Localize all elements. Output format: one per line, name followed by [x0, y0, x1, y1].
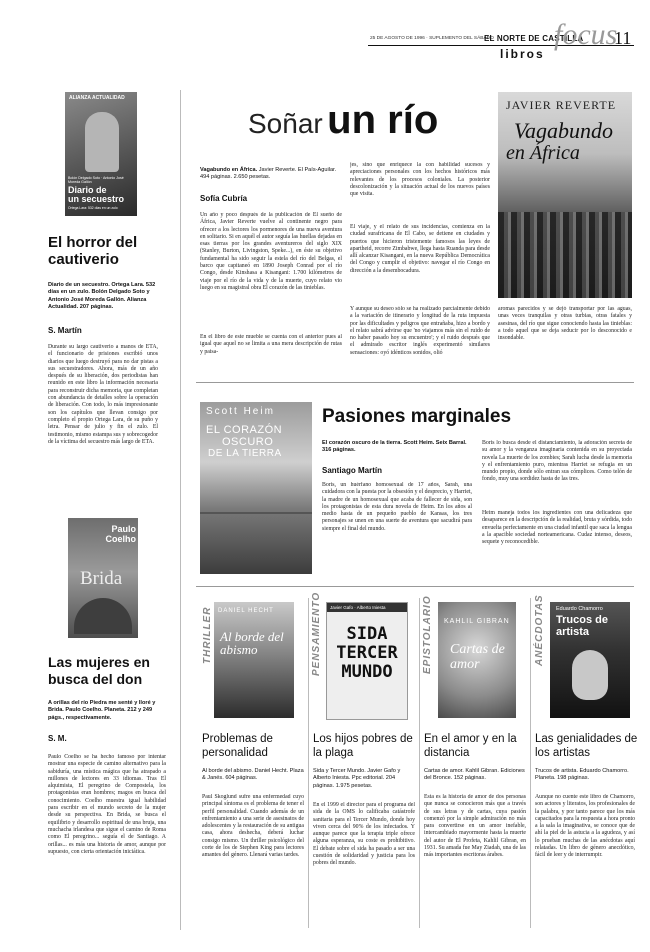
section-label: libros	[500, 47, 545, 61]
item2-body: En el 1999 el director para el programa del sida de la OMS lo calificaba catástrofe sanitaria para el Tercer Mundo, donde hoy viven cerca del 90% de los infectados. Y aunque parece que la terapia triple ofrece alguna esperanza, su coste es prohibitivo. El debate sobre el sida ha pasado a ser una cuestión de solidaridad y justicia para los pobres del mundo.	[313, 802, 415, 867]
cover-vagabundo-africa	[498, 92, 632, 298]
cover-heim-title1: EL CORAZÓN	[206, 424, 283, 436]
cover-brida	[68, 518, 138, 638]
item3-title: En el amor y en la distancia	[424, 733, 517, 759]
pasiones-ref: El corazón oscuro de la tierra. Scott Heim. Seix Barral. 316 páginas.	[322, 440, 467, 454]
main-title-light: Soñar	[248, 108, 323, 139]
main-body-col3: aromas parecidos y se dejó transportar por las aguas, unas veces tranquilas y otras turbias, otras fatales y asesinas, del río que sigue conociendo hasta las tinieblas: a todo aquel que se deja seducir por lo desconocido e insondable.	[498, 306, 632, 342]
cover-secuestro-authors: Bolón Delgado Soto · Antonio José Moreda Gallón	[68, 176, 124, 185]
don-title: Las mujeres en busca del don	[48, 654, 150, 687]
cover-reverte-title1: Vagabundo	[514, 118, 613, 143]
cover-heim-title2: OSCURO	[222, 436, 274, 448]
header	[0, 0, 650, 70]
cover-brida-title: Brida	[80, 568, 123, 589]
main-body-col1b: En el libro de este mueble se cuenta con el anterior pues al igual que aquel no se limita a una mera descripción de rutas y paisa-	[200, 334, 342, 355]
cover-secuestro-title1: Diario de	[68, 185, 107, 195]
cover-reverte-author: JAVIER REVERTE	[506, 98, 617, 112]
item1-title: Problemas de personalidad	[202, 733, 273, 759]
left-column-rule	[180, 90, 181, 930]
cautiverio-body: Durante su largo cautiverio a manos de ETA, el funcionario de prisiones escribió unos diarios que luego destruyó para no dar pistas a sus secuestradores. Ahora, más de un año después de su liberación, dos periodistas han reunido en este libro la información necesaria para reconstruir dicha memoria, que completan con abundancia de detalles sobre la operación de liberación. Con todo, lo más impresionante son los capítulos que llevan consigo por completo el propio Ortega Lara, de su puño y letra. Pensar de julio y fin el zulo. El testimonio, mismo estampa sus y sobrecogedor de la víctima del secuestro más largo de ETA.	[48, 344, 158, 445]
cover-corazon-oscuro	[200, 402, 312, 574]
item2-title: Los hijos pobres de la plaga	[313, 733, 413, 759]
pasiones-body-col1: Boris, un huérfano homosexual de 17 años, Sarah, una cuidadora con la puesta por la obsesión y el desprecio, y Harriet, la madre de un homosexual que acaba de fallecer de sida, son los protagonistas de esta dura novela de Heim. En los años al medio hasta de un pequeño pueblo de Kansas, los tres personajes se unen en una suerte de aventura que sacudirá para siempre el final del mundo.	[322, 482, 472, 532]
cover-diario-secuestro	[65, 92, 137, 216]
cautiverio-byline: S. Martín	[48, 326, 82, 335]
item4-title: Las genialidades de los artistas	[535, 733, 638, 759]
cover-brida-figure	[74, 598, 132, 634]
cover-heim-author: Scott Heim	[206, 406, 275, 417]
cover-reverte-crowd	[498, 212, 632, 298]
cover-cartas-de-amor	[438, 602, 516, 718]
pasiones-byline: Santiago Martín	[322, 466, 383, 475]
main-title-bold: un río	[327, 98, 439, 142]
don-ref: A orillas del río Piedra me senté y lloré y Brida. Paulo Coelho. Planeta. 212 y 249 págs., respectivamente.	[48, 700, 156, 721]
newspaper-name: EL NORTE DE CASTILLA	[484, 34, 584, 43]
pasiones-body-col2b: Heim maneja todos los ingredientes con una delicadeza que desaparece en la descripción de la realidad, bruta y sórdida, todo envuelta perfectamente en una ciudad infantil que saca la lengua a la apacible sociedad norteamericana. Cudaz intenso, deseos, sequete y reconocedible.	[482, 510, 632, 546]
main-title	[248, 98, 438, 143]
cover-heim-horizon	[200, 512, 312, 514]
main-body-col1: Un año y poco después de la publicación de El sueño de África, Javier Reverte vuelve al continente negro para ofrecer a los lectores los pormenores de una nueva aventura en solitario. Si en aquél el autor seguía las huellas dejadas en esas tierras por los grandes aventureros del siglo XIX (Stanley, Burton, Livingston, Speke...), en éste su objetivo fundamental ha sido seguir la estela del río del Belgas, el barco que capitaneó en 1890 Joseph Conrad por el río Congo, desde Kinshasa a Kisangani: 1.700 kilómetros de viaje por el río de la vida y de la muerte, cuyo relato vio luego en su magistral obra El corazón de las tinieblas.	[200, 212, 342, 291]
cover-borde-title: Al borde del abismo	[220, 629, 284, 657]
cover-secuestro-figure	[85, 112, 119, 172]
bottom-rule-3	[530, 598, 531, 928]
cover-trucos-face	[572, 650, 608, 700]
cover-sida-title: SIDA TERCER MUNDO	[336, 624, 398, 682]
item3-body: Esta es la historia de amor de dos personas que nunca se conocieron más que a través de sus letras y de cartas, cuya pasión comenzó por la simple admiración no más para convertirse en un amor inefable, intercambiado mayormente hasta la muerte del autor de El Profeta, Kahlil Gibran, en 1931. Su amada fue May Ziadah, una de las más importantes escritoras árabes.	[424, 794, 526, 859]
item1-ref: Al borde del abismo. Daniel Hecht. Plaza & Janés. 604 páginas.	[202, 768, 304, 782]
category-epistolario: EPISTOLARIO	[422, 595, 433, 674]
bottom-rule-2	[419, 598, 420, 928]
cover-brida-author: Paulo Coelho	[105, 524, 136, 544]
main-ref-rest: Javier Reverte. El País-Aguilar. 494 páginas. 2.650 pesetas.	[200, 167, 337, 181]
item4-ref: Trucos de artista. Eduardo Chamorro. Planeta. 198 páginas.	[535, 768, 629, 782]
cover-sida-tercer-mundo	[326, 602, 408, 720]
cautiverio-ref: Diario de un secuestro. Ortega Lara. 532 días en un zulo. Bolón Delgado Soto y Antonio José Moreda Gallón. Alianza Actualidad. 207 páginas.	[48, 282, 156, 311]
cover-borde-author: DANIEL HECHT	[218, 608, 274, 614]
bottom-rule-1	[308, 598, 309, 928]
item4-body: Aunque no cuente este libro de Chamorro, son actores y literatos, los profesionales de la palabra, y por tanto parece que los más capacitados para la respuesta a hora pronto a la sala la imaginativa, se conoce que de ahí la piel de la astucia a la agudeza, y así lo prueban muchas de las anécdotas aquí relatadas. Un libro de género anecdótico, fácil de leer y de interrumpir.	[535, 794, 635, 859]
item3-ref: Cartas de amor. Kahlil Gibran. Ediciones del Bronce. 152 páginas.	[424, 768, 525, 782]
main-article-rule	[196, 382, 634, 383]
cover-secuestro-subtitle: Ortega Lara: 532 días en un zulo	[68, 206, 118, 210]
main-ref-title: Vagabundo en África.	[200, 167, 258, 173]
category-anecdotas: ANÉCDOTAS	[534, 594, 545, 666]
cover-cartas-author: KAHLIL GIBRAN	[444, 618, 510, 625]
cover-trucos-title: Trucos de artista	[556, 614, 608, 638]
page-number: 11	[614, 28, 632, 48]
pasiones-rule	[196, 586, 634, 587]
main-ref	[200, 167, 340, 182]
main-body-col2b: El viaje, y el relato de sus incidencias, comienza en la ciudad surafricana de El Cabo, se detiene en ciudades y puertos que hicieron tristemente famosos las leyes de apartheid, recorre Zimbabwe, llega hasta Ruanda para desde allí alcanzar Kisangani, en la nueva República Democrática del Congo y cumplir el objetivo: navegar el río Congo en dirección a la desembocadura.	[350, 224, 490, 274]
cautiverio-title: El horror del cautiverio	[48, 234, 138, 268]
don-body: Paulo Coelho se ha hecho famoso por intentar mostrar una especie de camino alternativo para la sabiduría, una mística mágica que ha atrapado a millones de lectores en 33 idiomas. Tras El alquimista, El peregrino de Compostela, los protagonistas eran hombres; magos en busca del conocimiento. Coelho muestra igual habilidad para escribir en el mundo secreto de la mujer desde su perspectiva. En Brida, se busca el equilibrio y desarrollo espiritual de una bruja, una muchacha irlandesa que sigue el camino de Roma como El peregrino... seguía el de Santiago. A orillas... es más una historia de amor, aunque por supuesto, con cierta orientación iniciática.	[48, 754, 166, 855]
main-byline: Sofía Cubría	[200, 194, 248, 203]
cover-secuestro-top: ALIANZA ACTUALIDAD	[69, 95, 125, 101]
cover-trucos-author: Eduardo Chamorro	[556, 606, 603, 612]
cover-cartas-title: Cartas de amor	[450, 642, 505, 672]
pasiones-title: Pasiones marginales	[322, 406, 512, 427]
cover-heim-title3: DE LA TIERRA	[208, 448, 282, 459]
item1-body: Paul Skoglund sufre una enfermedad cuyo principal síntoma es el problema de tener el perfil personalidad. Cuando además de un enfrentamiento a una serie de asesinatos de adolescentes y la restauración de su antigua casa, ahora deshecha, deberá luchar consigo mismo. Un thriller psicológico del corte de los de Stephen King para lectores amantes del género. Llenará varias tardes.	[202, 794, 304, 859]
dateline: 25 DE AGOSTO DE 1996 · SUPLEMENTO DEL SÁBADO	[370, 36, 494, 41]
cover-reverte-title2: en África	[506, 142, 580, 164]
don-byline: S. M.	[48, 734, 67, 743]
main-body-col2c: Y aunque su deseo sólo se ha realizado parcialmente debido a la variación de itinerario y longitud de la ruta impuesta por las dificultades y peligros que entrañaba, hizo a bordo y el relato sabrá advirse que 'no viajamos más sin el ruido de no haber pasado hoy su encuentro'; y el ruido después que el admirado escritor inglés experimentó similares sensaciones: oyó idénticos sonidos, olió	[350, 306, 490, 356]
category-thriller: THRILLER	[202, 606, 213, 664]
main-body-col2: jes, sino que enriquece la con habilidad sucesos y apreciaciones personales con los hechos históricos más relevantes de los procesos coloniales. La posterior descolonización y la situación actual de los nuevos países que visita.	[350, 162, 490, 198]
supplement-logo: focus	[554, 18, 618, 51]
item2-ref: Sida y Tercer Mundo. Javier Gafo y Alberto Iniesta. Ppc editorial. 204 páginas. 1.975 pesetas.	[313, 768, 401, 789]
cover-sida-author: Javier Gafo · Alberto Iniesta	[327, 603, 407, 612]
category-pensamiento: PENSAMIENTO	[311, 591, 322, 676]
cover-secuestro-title2: un secuestro	[68, 194, 125, 204]
pasiones-body-col2: Boris lo busca desde el distanciamiento, la adoración secreta de su amor y la venganza imaginaria contenida en su proyectada novela La muerte de los zombies; Sarah lucha desde la memoria y el enfrentamiento puro, mientras Harriet se refugia en un mundo propio, donde sólo entran sus cómplices. Como telón de fondo, muy una sordidez hasta de las tres.	[482, 440, 632, 483]
cover-trucos-de-artista	[550, 602, 630, 718]
cover-al-borde	[214, 602, 294, 718]
